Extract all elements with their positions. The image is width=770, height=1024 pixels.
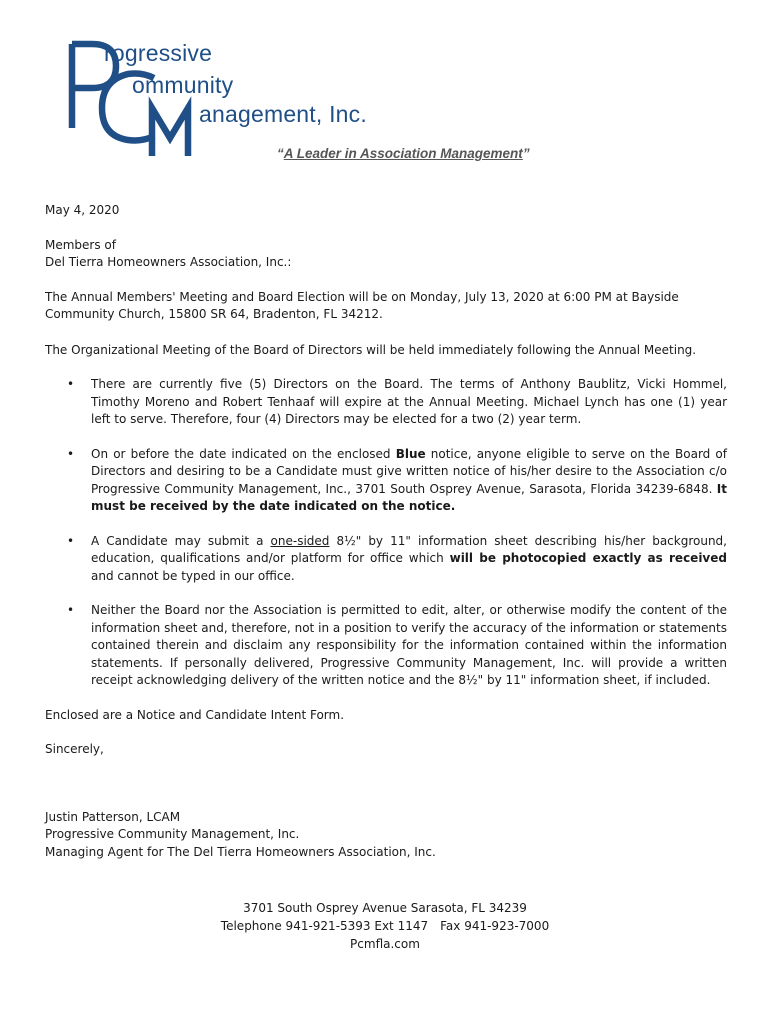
letter-footer — [0, 899, 770, 953]
logo-line-1: rogressive — [104, 40, 213, 66]
footer-telephone: Telephone 941-921-5393 Ext 1147 — [220, 919, 429, 933]
organizational-paragraph: The Organizational Meeting of the Board of Directors will be held immediately following the Annual Meeting. — [45, 342, 697, 357]
intro-paragraph: The Annual Members' Meeting and Board Election will be on Monday, July 13, 2020 at 6:00 PM at Bayside Community Church, 15800 SR 64, Bradenton, FL 34212. — [45, 289, 679, 321]
bullet-3-text-a: A Candidate may submit a — [91, 533, 271, 548]
footer-address: 3701 South Osprey Avenue Sarasota, FL 34239 — [243, 901, 527, 915]
company-logo — [66, 38, 366, 160]
bullet-3-bold: will be photocopied exactly as received — [449, 551, 727, 565]
bullet-1-text: There are currently five (5) Directors on the Board. The terms of Anthony Baublitz, Vicki Hommel, Timothy Moreno and Robert Tenhaaf will expire at the Annual Meeting. Michael Lynch has one (1) year left to serve. Therefore, four (4) Directors may be elected for a two (2) year term. — [91, 377, 727, 426]
logo-line-3: anagement, Inc. — [199, 101, 367, 127]
addressee-line-2: Del Tierra Homeowners Association, Inc.: — [45, 255, 292, 269]
footer-website: Pcmfla.com — [350, 937, 420, 951]
tagline-text: A Leader in Association Management — [283, 146, 523, 161]
bullet-2-text-a: On or before the date indicated on the enclosed — [91, 446, 396, 461]
bullet-3-underlined: one-sided — [270, 533, 330, 548]
bullet-icon: • — [67, 377, 75, 391]
letter-body — [45, 202, 727, 861]
addressee-line-1: Members of — [45, 237, 116, 252]
bullet-2-bold-blue: Blue — [395, 446, 426, 461]
signature-role: Managing Agent for The Del Tierra Homeowners Association, Inc. — [45, 844, 436, 859]
list-item — [45, 533, 727, 586]
list-item — [45, 446, 727, 516]
list-item — [45, 602, 727, 690]
bullet-4-text: Neither the Board nor the Association is permitted to edit, alter, or otherwise modify the content of the information sheet and, therefore, not in a position to verify the accuracy of the information or statements contained therein and disclaim any responsibility for the information contained within the information statements. If personally delivered, Progressive Community Management, Inc. will provide a written receipt acknowledging delivery of the written notice and the 8½" by 11" information sheet, if included. — [91, 603, 727, 687]
signature-company: Progressive Community Management, Inc. — [45, 827, 300, 841]
tagline: “A Leader in Association Management” — [277, 146, 530, 161]
bullet-icon: • — [67, 603, 75, 617]
bullet-icon: • — [67, 446, 75, 461]
closing-line: Sincerely, — [45, 742, 104, 756]
bullet-icon: • — [67, 533, 75, 548]
signature-name: Justin Patterson, LCAM — [45, 809, 181, 824]
logo-line-2: ommunity — [132, 72, 234, 98]
bullet-2-text-b: notice, anyone eligible to serve on the Board of Directors and desiring to be a Candidate must give written notice of his/her desire to the Association c/o Progressive Community Management, Inc., 3701 South Osprey Avenue, Sarasota, Florida 34239-6848. — [91, 446, 727, 496]
bullet-3-text-b: 8½" by 11" information sheet describing his/her background, education, qualifications and/or platform for office which — [91, 533, 727, 565]
letter-date: May 4, 2020 — [45, 203, 120, 217]
footer-fax: Fax 941-923-7000 — [440, 919, 550, 933]
footer-contact — [0, 917, 770, 935]
list-item — [45, 376, 727, 429]
bullet-3-text-c: and cannot be typed in our office. — [91, 568, 295, 583]
bullet-2-bold-deadline: It must be received by the date indicated on the notice. — [91, 481, 727, 513]
enclosed-line: Enclosed are a Notice and Candidate Intent Form. — [45, 707, 345, 722]
bullet-list — [45, 376, 727, 690]
